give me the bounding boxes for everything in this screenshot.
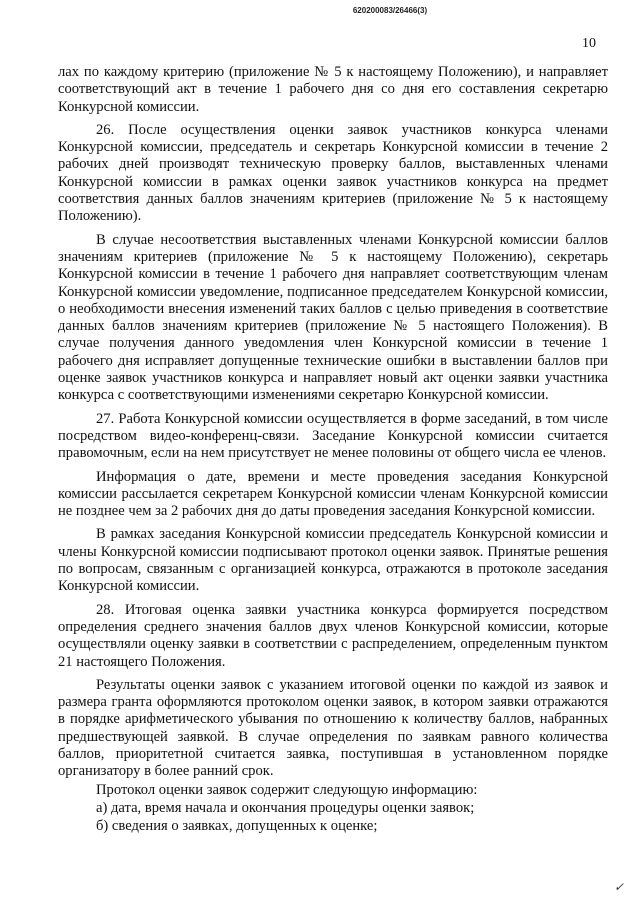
list-item-b: б) сведения о заявках, допущенных к оценке; (96, 818, 378, 835)
paragraph-28-results: Результаты оценки заявок с указанием итоговой оценки по каждой из заявок и размера гранта оформляются протоколом оценки заявок, в котором заявки отражаются в порядке арифметического убывания по отношению к количеству баллов, набранных предшествующей заявкой. В случае определения по заявкам равного количества баллов, приоритетной считается заявка, поступившая в установленном порядке организатору в более ранний срок. (58, 676, 608, 780)
document-id: 620200083/26466(3) (352, 6, 428, 15)
page-number: 10 (582, 36, 596, 51)
paragraph-26-mismatch: В случае несоответствия выставленных членами Конкурсной комиссии баллов значениям критериев (приложение № 5 к настоящему Положению), секретарь Конкурсной комиссии в течение 1 рабочего дня направляет соответствующим членам Конкурсной комиссии уведомление, подписанное председателем Конкурсной комиссии, о необходимости внесения изменений таких баллов с целью приведения в соответствие данных баллов значениям критериев (приложение № 5 настоящего Положения). В случае получения данного уведомления член Конкурсной комиссии в течение 1 рабочего дня исправляет допущенные технические ошибки в выставлении баллов при оценке заявок участников конкурса и направляет новый акт оценки заявки участника конкурса с соответствующими изменениями секретарю Конкурсной комиссии. (58, 231, 608, 404)
paragraph-26: 26. После осуществления оценки заявок участников конкурса членами Конкурсной комиссии, председатель и секретарь Конкурсной комиссии в течение 2 рабочих дней производят техническую проверку баллов, выставленных членами Конкурсной комиссии в рамках оценки заявок участников конкурса на предмет соответствия данных баллов значениям критериев (приложение № 5 к настоящему Положению). (58, 121, 608, 225)
paragraph-27-info: Информация о дате, времени и месте проведения заседания Конкурсной комиссии рассылается секретарем Конкурсной комиссии членам Конкурсной комиссии не позднее чем за 2 рабочих дня до даты проведения заседания Конкурсной комиссии. (58, 468, 608, 520)
document-body (58, 64, 608, 836)
paragraph-27: 27. Работа Конкурсной комиссии осуществляется в форме заседаний, в том числе посредством видео-конференц-связи. Заседание Конкурсной комиссии считается правомочным, если на нем присутствует не менее половины от общего числа ее членов. (58, 410, 608, 462)
handwritten-mark: ✓ (613, 880, 624, 894)
paragraph-continuation: лах по каждому критерию (приложение № 5 к настоящему Положению), и направляет соответствующий акт в течение 1 рабочего дня со дня его составления секретарю Конкурсной комиссии. (58, 64, 608, 115)
paragraph-27-meeting: В рамках заседания Конкурсной комиссии председатель Конкурсной комиссии и члены Конкурсной комиссии подписывают протокол оценки заявок. Принятые решения по вопросам, связанным с организацией конкурса, отражаются в протоколе заседания Конкурсной комиссии. (58, 526, 608, 595)
paragraph-protocol-intro: Протокол оценки заявок содержит следующую информацию: (96, 781, 478, 798)
paragraph-28: 28. Итоговая оценка заявки участника конкурса формируется посредством определения среднего значения баллов двух членов Конкурсной комиссии, которые осуществляли оценку заявки в соответствии с распределением, определенным пунктом 21 настоящего Положения. (58, 601, 608, 670)
list-item-a: а) дата, время начала и окончания процедуры оценки заявок; (96, 799, 475, 816)
